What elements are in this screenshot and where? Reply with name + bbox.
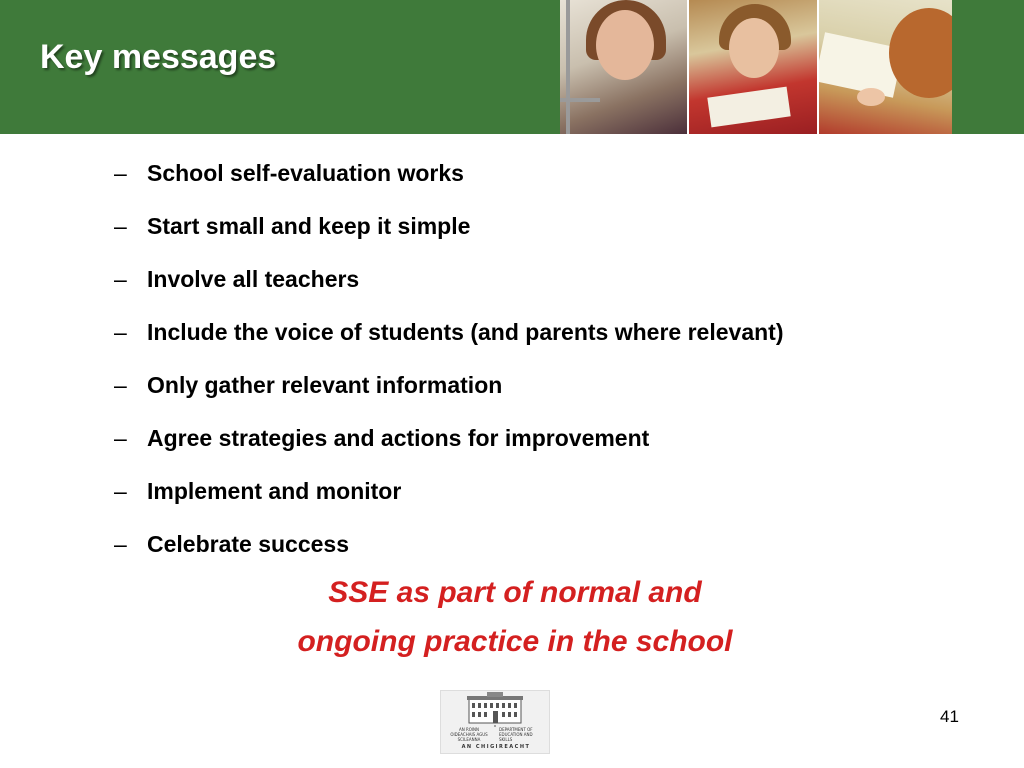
dash-marker: –: [114, 213, 127, 239]
emphasis-line-1: SSE as part of normal and: [328, 576, 702, 609]
dash-marker: –: [114, 531, 127, 557]
dash-marker: –: [114, 319, 127, 345]
list-item: [114, 200, 783, 253]
list-item-text: School self-evaluation works: [147, 160, 464, 186]
inspectorate-logo: [440, 690, 550, 754]
emphasis-statement: [0, 568, 1024, 666]
list-item-text: Agree strategies and actions for improvement: [147, 425, 650, 451]
dash-marker: –: [114, 266, 127, 292]
logo-english-text: DEPARTMENT OF EDUCATION AND SKILLS: [499, 727, 533, 742]
dash-marker: –: [114, 372, 127, 398]
list-item: [114, 412, 783, 465]
list-item-text: Celebrate success: [147, 531, 350, 557]
building-icon: [441, 691, 549, 727]
list-item-text: Only gather relevant information: [147, 372, 503, 398]
dash-marker: –: [114, 478, 127, 504]
list-item-text: Implement and monitor: [147, 478, 402, 504]
list-item: [114, 147, 783, 200]
list-item: [114, 306, 783, 359]
page-number: 41: [940, 707, 959, 726]
photo-student-lab: [560, 0, 687, 134]
slide-title: Key messages: [40, 38, 277, 76]
dash-marker: –: [114, 160, 127, 186]
list-item-text: Include the voice of students (and parents where relevant): [147, 319, 784, 345]
key-messages-list: [114, 147, 783, 571]
photo-strip: [560, 0, 952, 134]
dash-marker: –: [114, 425, 127, 451]
list-item: [114, 253, 783, 306]
emphasis-line-2: ongoing practice in the school: [297, 625, 733, 658]
photo-student-writing: [819, 0, 952, 134]
photo-student-reading: [689, 0, 816, 134]
header-banner: [0, 0, 1024, 134]
list-item: [114, 518, 783, 571]
logo-irish-text: AN ROINN OIDEACHAIS AGUS SCILEANNA: [450, 727, 488, 742]
logo-inspectorate-text: AN CHIGIREACHT: [461, 744, 531, 750]
list-item: [114, 359, 783, 412]
list-item: [114, 465, 783, 518]
list-item-text: Involve all teachers: [147, 266, 360, 292]
list-item-text: Start small and keep it simple: [147, 213, 471, 239]
